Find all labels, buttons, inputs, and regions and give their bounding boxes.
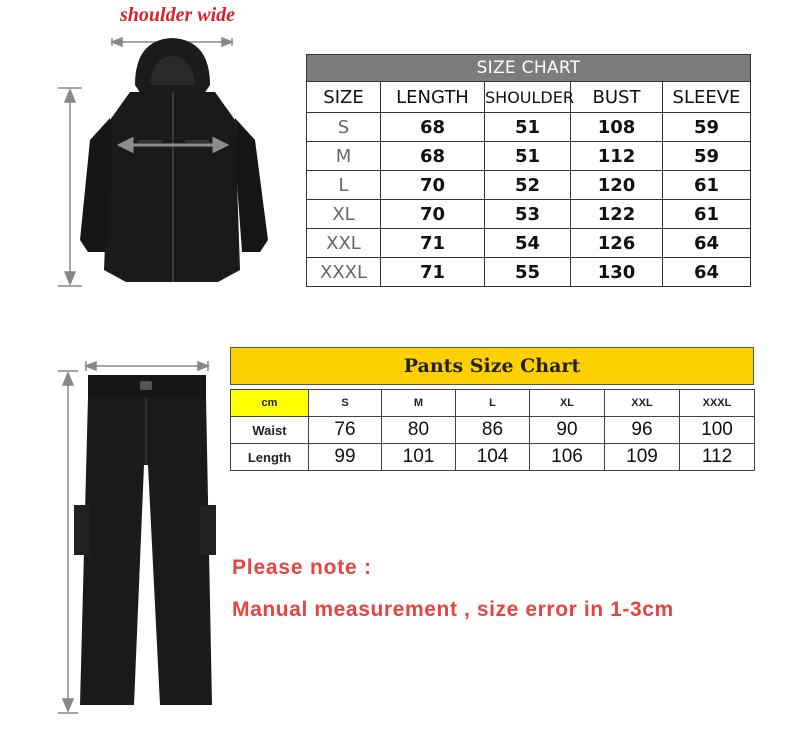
sleeve-cell: 61	[663, 171, 751, 200]
length-cell: 70	[381, 200, 485, 229]
shoulder-cell: 51	[485, 113, 571, 142]
sleeve-cell: 64	[663, 258, 751, 287]
table-row	[307, 229, 751, 258]
table-row	[307, 200, 751, 229]
length-cell: 68	[381, 142, 485, 171]
header-shoulder: SHOULDER	[485, 82, 571, 113]
length-cell: 68	[381, 113, 485, 142]
size-header-cell: S	[309, 390, 382, 417]
waist-cell: 76	[309, 417, 382, 444]
size-cell: M	[307, 142, 381, 171]
length-cell: 112	[680, 444, 755, 471]
waist-cell: 100	[680, 417, 755, 444]
bust-cell: 120	[571, 171, 663, 200]
pants-table	[230, 389, 755, 471]
size-cell: XXL	[307, 229, 381, 258]
size-header-cell: XXXL	[680, 390, 755, 417]
header-length: LENGTH	[381, 82, 485, 113]
jacket-size-chart	[306, 54, 751, 287]
table-row	[307, 171, 751, 200]
waist-cell: 80	[382, 417, 456, 444]
header-sleeve: SLEEVE	[663, 82, 751, 113]
row-label: Length	[231, 444, 309, 471]
waist-arrow-icon	[86, 361, 208, 371]
bust-cell: 108	[571, 113, 663, 142]
sleeve-cell: 61	[663, 200, 751, 229]
row-label: Waist	[231, 417, 309, 444]
shoulder-cell: 55	[485, 258, 571, 287]
size-header-cell: XL	[530, 390, 605, 417]
sleeve-cell: 59	[663, 142, 751, 171]
size-chart-header-row	[307, 82, 751, 113]
jacket-icon	[80, 38, 268, 282]
bust-cell: 112	[571, 142, 663, 171]
pants-chart-title: Pants Size Chart	[230, 347, 754, 385]
header-bust: BUST	[571, 82, 663, 113]
table-row	[231, 444, 755, 471]
jacket-image	[40, 30, 300, 300]
size-cell: XXXL	[307, 258, 381, 287]
table-row	[307, 258, 751, 287]
length-cell: 99	[309, 444, 382, 471]
note-heading: Please note :	[232, 556, 372, 579]
bust-cell: 122	[571, 200, 663, 229]
size-cell: S	[307, 113, 381, 142]
length-arrow-icon	[58, 88, 82, 286]
sleeve-cell: 59	[663, 113, 751, 142]
size-cell: L	[307, 171, 381, 200]
bust-cell: 126	[571, 229, 663, 258]
shoulder-cell: 54	[485, 229, 571, 258]
waist-cell: 90	[530, 417, 605, 444]
size-header-cell: L	[456, 390, 530, 417]
length-cell: 104	[456, 444, 530, 471]
size-chart-title: SIZE CHART	[307, 55, 751, 82]
length-cell: 71	[381, 258, 485, 287]
shoulder-wide-label: shoulder wide	[120, 4, 236, 26]
length-cell: 109	[605, 444, 680, 471]
size-header-cell: XXL	[605, 390, 680, 417]
shoulder-cell: 51	[485, 142, 571, 171]
pants-image	[40, 355, 230, 725]
length-cell: 70	[381, 171, 485, 200]
length-cell: 101	[382, 444, 456, 471]
waist-cell: 86	[456, 417, 530, 444]
note-text: Manual measurement , size error in 1-3cm	[232, 598, 674, 621]
pants-header-row	[231, 390, 755, 417]
bust-cell: 130	[571, 258, 663, 287]
shoulder-cell: 53	[485, 200, 571, 229]
pants-icon	[74, 375, 216, 705]
length-cell: 106	[530, 444, 605, 471]
unit-cell: cm	[231, 390, 309, 417]
table-row	[231, 417, 755, 444]
table-row	[307, 142, 751, 171]
header-size: SIZE	[307, 82, 381, 113]
size-header-cell: M	[382, 390, 456, 417]
shoulder-cell: 52	[485, 171, 571, 200]
sleeve-cell: 64	[663, 229, 751, 258]
waist-cell: 96	[605, 417, 680, 444]
pants-size-chart	[230, 347, 754, 471]
size-cell: XL	[307, 200, 381, 229]
table-row	[307, 113, 751, 142]
length-cell: 71	[381, 229, 485, 258]
